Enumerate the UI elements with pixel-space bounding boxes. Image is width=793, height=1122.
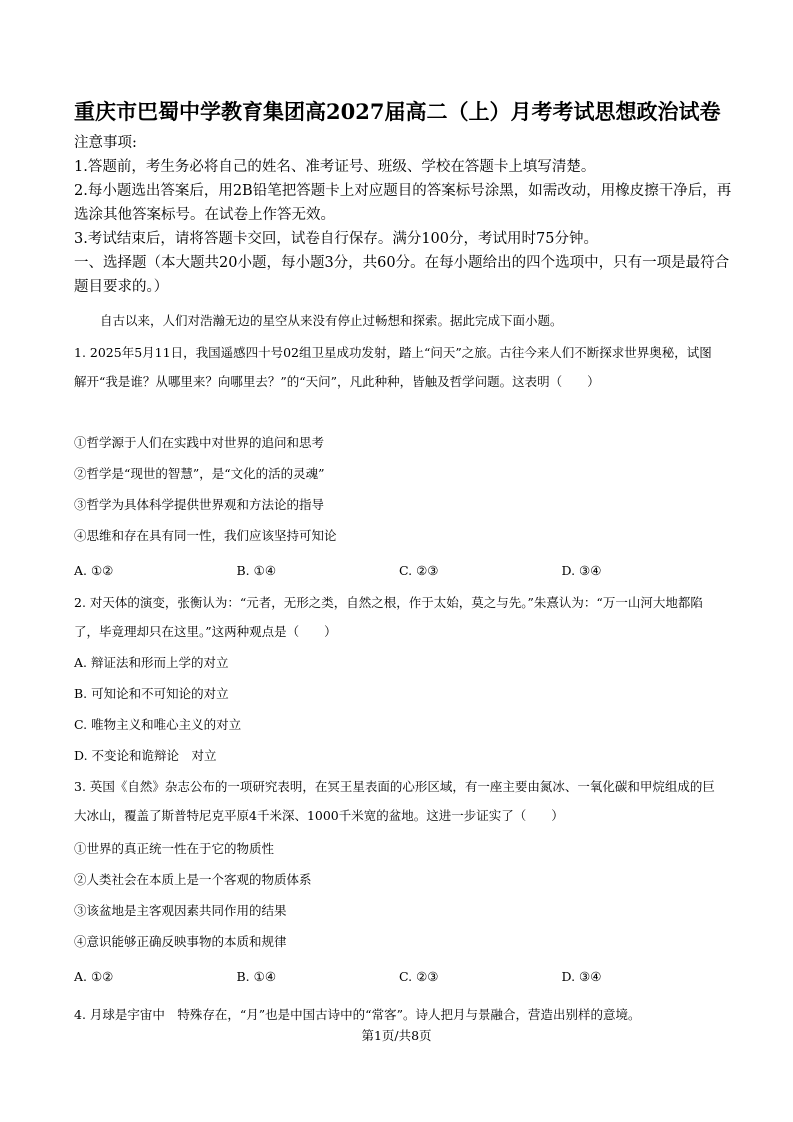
section-heading: 一、选择题（本大题共20小题，每小题3分，共60分。在每小题给出的四个选项中，只有一项是最符合题目要求的。） [74, 255, 730, 295]
choice-a: A. ①② [74, 563, 114, 578]
notice-item-3: 3.考试结束后，请将答题卡交回，试卷自行保存。满分100分，考试用时75分钟。 [74, 231, 598, 247]
choice-a: A. ①② [74, 969, 114, 984]
page-number: 第1页/共8页 [361, 1028, 432, 1043]
notice-item-1: 1.答题前，考生务必将自己的姓名、准考证号、班级、学校在答题卡上填写清楚。 [74, 159, 596, 175]
question-1-option: ④思维和存在具有同一性，我们应该坚持可知论 [74, 528, 337, 543]
question-2-choice-c: C. 唯物主义和唯心主义的对立 [74, 717, 242, 732]
question-2-stem: 2. 对天体的演变，张衡认为：“元者，无形之类，自然之根，作于太始，莫之与先。”朱熹认为：“万一山河大地都陷了，毕竟理却只在这里。”这两种观点是（ ） [74, 595, 703, 639]
choice-c: C. ②③ [399, 563, 439, 578]
question-1-option: ①哲学源于人们在实践中对世界的追问和思考 [74, 435, 325, 450]
question-1-option: ③哲学为具体科学提供世界观和方法论的指导 [74, 497, 325, 512]
choice-d: D. ③④ [561, 563, 602, 578]
question-3-choices [74, 962, 724, 991]
question-2-choice-b: B. 可知论和不可知论的对立 [74, 686, 229, 701]
question-2-choice-d: D. 不变论和诡辩论 对立 [74, 748, 217, 763]
question-3-option: ②人类社会在本质上是一个客观的物质体系 [74, 872, 312, 887]
question-3-option: ③该盆地是主客观因素共同作用的结果 [74, 903, 287, 918]
question-4-stem: 4. 月球是宇宙中 特殊存在，“月”也是中国古诗中的“常客”。诗人把月与景融合，营造出别样的意境。 [74, 1007, 641, 1022]
question-1-choices [74, 556, 724, 585]
choice-b: B. ①④ [236, 563, 277, 578]
question-3-stem: 3. 英国《自然》杂志公布的一项研究表明，在冥王星表面的心形区域，有一座主要由氮冰、一氧化碳和甲烷组成的巨大冰山，覆盖了斯普特尼克平原4千米深、1000千米宽的盆地。这进一步证实了（ ） [74, 779, 715, 823]
question-group-intro: 自古以来，人们对浩瀚无边的星空从来没有停止过畅想和探索。据此完成下面小题。 [100, 313, 563, 328]
question-2-choice-a: A. 辩证法和形而上学的对立 [74, 655, 229, 670]
question-1-stem: 1. 2025年5月11日，我国遥感四十号02组卫星成功发射，踏上“问天”之旅。古往今来人们不断探求世界奥秘，试图解开“我是谁？从哪里来？向哪里去？”的“天问”，凡此种种，皆触及哲学问题。这表明（ ） [74, 345, 712, 389]
choice-d: D. ③④ [561, 969, 602, 984]
notice-heading: 注意事项: [74, 135, 137, 151]
choice-b: B. ①④ [236, 969, 277, 984]
question-1-option: ②哲学是“现世的智慧”，是“文化的活的灵魂” [74, 466, 325, 481]
question-3-option: ①世界的真正统一性在于它的物质性 [74, 841, 275, 856]
exam-title: 重庆市巴蜀中学教育集团高2027届高二（上）月考考试思想政治试卷 [74, 99, 721, 124]
question-3-option: ④意识能够正确反映事物的本质和规律 [74, 934, 287, 949]
notice-item-2: 2.每小题选出答案后，用2B铅笔把答题卡上对应题目的答案标号涂黑，如需改动，用橡皮擦干净后，再选涂其他答案标号。在试卷上作答无效。 [74, 183, 732, 223]
choice-c: C. ②③ [399, 969, 439, 984]
